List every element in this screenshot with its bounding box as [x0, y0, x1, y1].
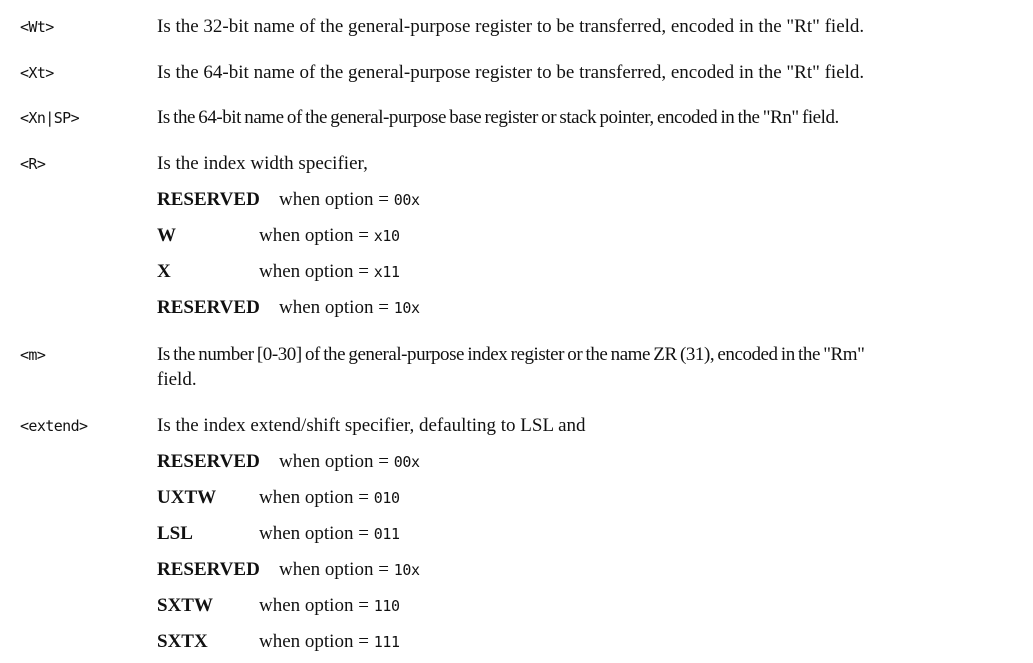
r-option-name: RESERVED [157, 297, 260, 318]
extend-option-name: RESERVED [157, 559, 260, 580]
r-option-value: 10x [393, 299, 420, 317]
extend-option-value: 110 [373, 597, 400, 615]
extend-option-when-text: when option = [259, 631, 369, 652]
extend-option-condition [259, 487, 400, 509]
param-name-extend: <extend> [20, 417, 88, 435]
r-option-when-text: when option = [259, 225, 369, 246]
param-description-xt: Is the 64-bit name of the general-purpose register to be transferred, encoded in the "Rt" field. [157, 62, 865, 83]
extend-option-name: UXTW [157, 487, 217, 508]
extend-option-name: LSL [157, 523, 193, 544]
r-option-condition [279, 189, 420, 211]
extend-option-when-text: when option = [259, 595, 369, 616]
param-description-m-continued: field. [157, 369, 197, 390]
param-name-xn-sp: <Xn|SP> [20, 109, 80, 127]
param-name-wt: <Wt> [20, 18, 54, 36]
param-description-extend: Is the index extend/shift specifier, defaulting to LSL and [157, 415, 586, 436]
extend-option-value: 011 [373, 525, 400, 543]
r-option-value: x11 [373, 263, 400, 281]
param-description-m: Is the number [0-30] of the general-purpose index register or the name ZR (31), encoded in the "Rm" [157, 344, 865, 365]
r-option-name: W [157, 225, 176, 246]
r-option-when-text: when option = [279, 297, 389, 318]
param-description-xn-sp: Is the 64-bit name of the general-purpose base register or stack pointer, encoded in the "Rn" field. [157, 107, 839, 128]
extend-option-when-text: when option = [259, 487, 369, 508]
extend-option-condition [259, 523, 400, 545]
extend-option-value: 00x [393, 453, 420, 471]
r-option-condition [279, 297, 420, 319]
extend-option-condition [259, 631, 400, 653]
extend-option-name: SXTW [157, 595, 213, 616]
r-option-value: 00x [393, 191, 420, 209]
param-name-r: <R> [20, 155, 46, 173]
r-option-name: RESERVED [157, 189, 260, 210]
r-option-condition [259, 261, 400, 283]
param-description-r: Is the index width specifier, [157, 153, 368, 174]
r-option-condition [259, 225, 400, 247]
extend-option-name: RESERVED [157, 451, 260, 472]
extend-option-value: 010 [373, 489, 400, 507]
param-description-wt: Is the 32-bit name of the general-purpose register to be transferred, encoded in the "Rt" field. [157, 16, 865, 37]
extend-option-name: SXTX [157, 631, 208, 652]
extend-option-when-text: when option = [279, 559, 389, 580]
extend-option-value: 10x [393, 561, 420, 579]
extend-option-when-text: when option = [259, 523, 369, 544]
r-option-value: x10 [373, 227, 400, 245]
r-option-when-text: when option = [279, 189, 389, 210]
extend-option-when-text: when option = [279, 451, 389, 472]
extend-option-condition [279, 451, 420, 473]
param-name-xt: <Xt> [20, 64, 54, 82]
extend-option-value: 111 [373, 633, 400, 651]
extend-option-condition [279, 559, 420, 581]
r-option-when-text: when option = [259, 261, 369, 282]
r-option-name: X [157, 261, 171, 282]
param-name-m: <m> [20, 346, 46, 364]
extend-option-condition [259, 595, 400, 617]
